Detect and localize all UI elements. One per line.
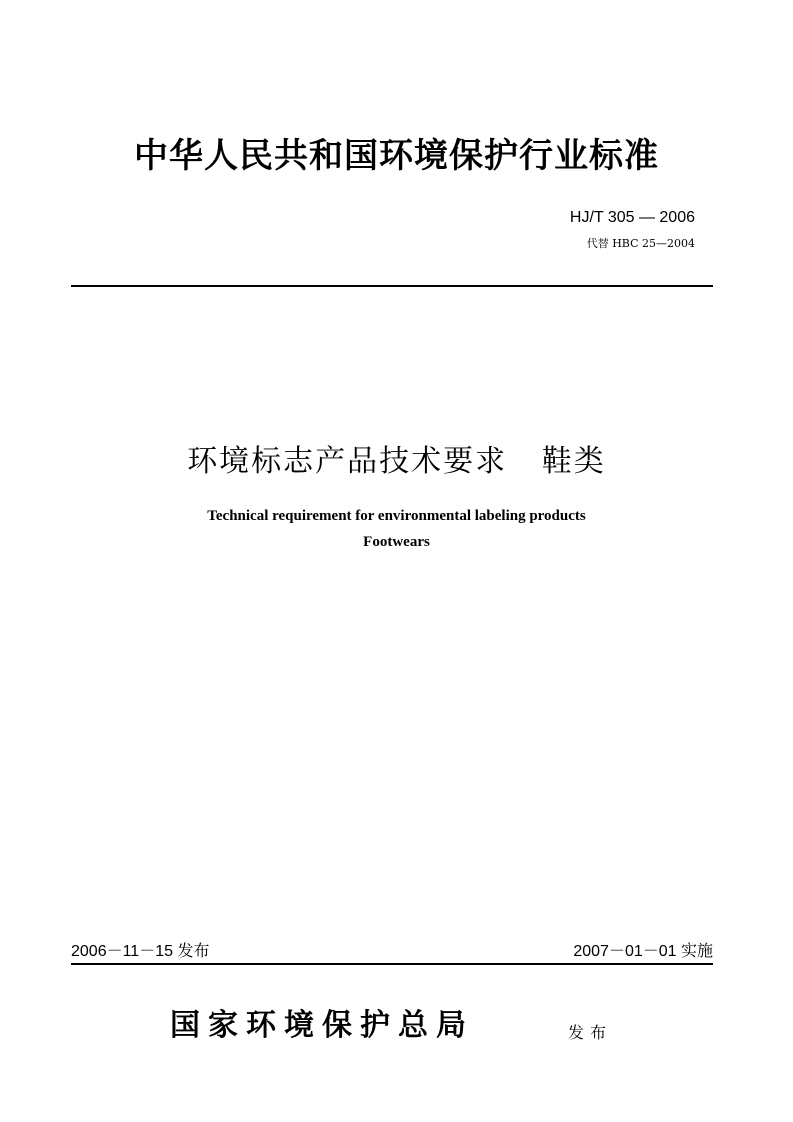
publisher-name: 国家环境保护总局 — [170, 1008, 474, 1043]
replaces-standard: 代替 HBC 25—2004 — [586, 237, 695, 250]
chinese-document-title: 环境标志产品技术要求 鞋类 — [187, 444, 606, 479]
bottom-divider — [71, 963, 713, 965]
top-divider — [71, 285, 713, 287]
english-title-line-2: Footwears — [363, 534, 430, 550]
publish-label: 发布 — [568, 1023, 613, 1042]
standard-number: HJ/T 305 — 2006 — [569, 209, 695, 226]
english-title-line-1: Technical requirement for environmental labeling products — [207, 508, 586, 524]
effective-date: 2007－01－01 实施 — [573, 943, 713, 960]
standard-series-title: 中华人民共和国环境保护行业标准 — [134, 136, 659, 176]
issue-date: 2006－11－15 发布 — [71, 943, 210, 960]
